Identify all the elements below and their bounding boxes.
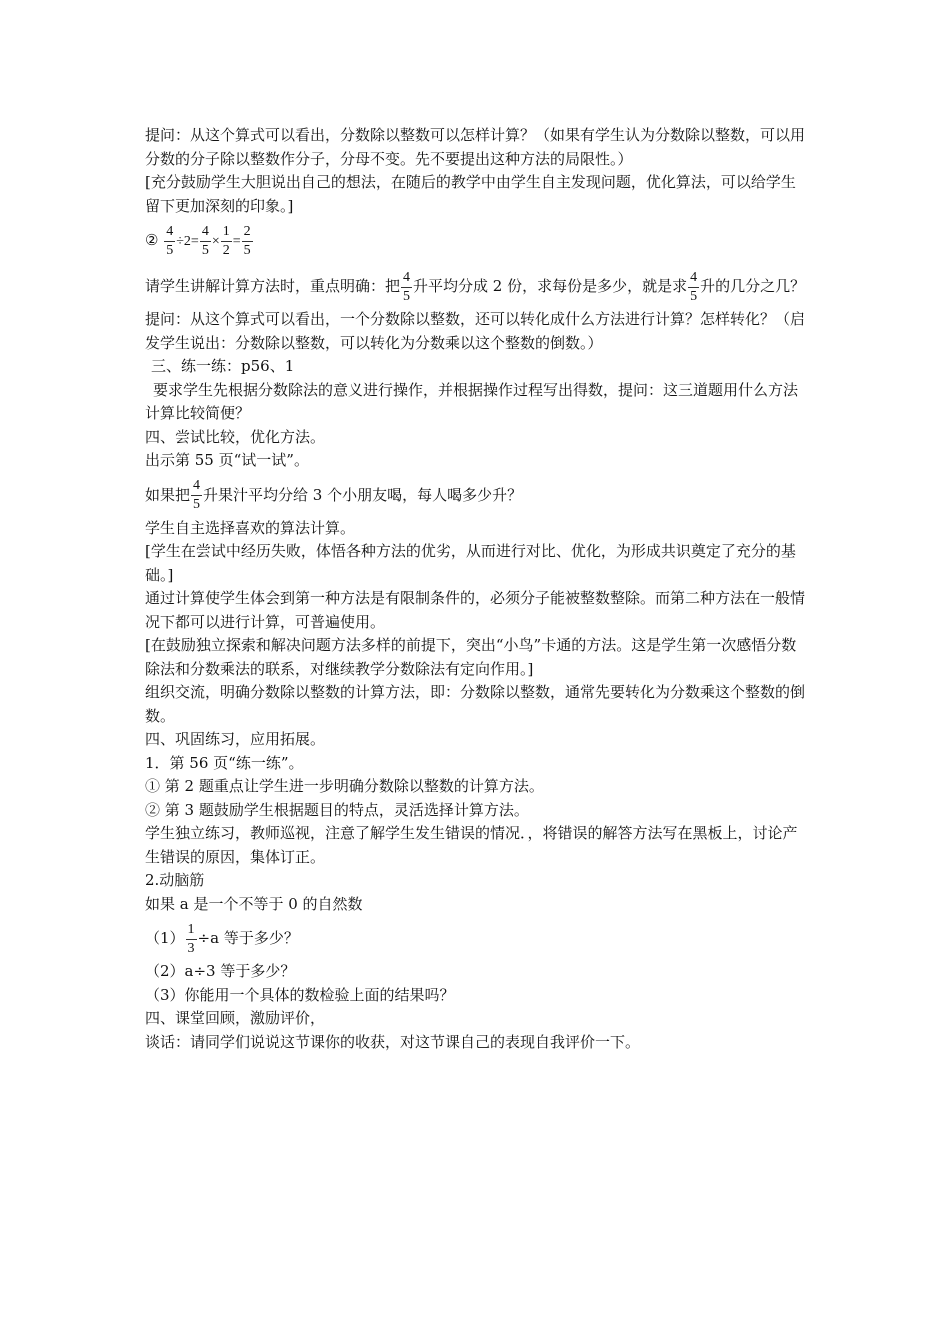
fraction-two-fifths: $\frac{2}{5}$ [243,223,251,258]
paragraph-if-a: 如果 a 是一个不等于 0 的自然数 [145,894,363,913]
fraction-one-half: $\frac{1}{2}$ [222,223,230,258]
paragraph-summary: 组织交流，明确分数除以整数的计算方法，即：分数除以整数，通常先要转化为分数乘这个整数的倒数。 [145,683,806,725]
paragraph-question-2: 提问：从这个算式可以看出，一个分数除以整数，还可以转化成什么方法进行计算？怎样转化？（启发学生说出：分数除以整数，可以转化为分数乘以这个整数的倒数。） [145,310,806,352]
paragraph-compare-methods: 通过计算使学生体会到第一种方法是有限制条件的，必须分子能被整数整除。而第二种方法在一般情况下都可以进行计算，可普遍使用。 [145,589,806,631]
question-2: （2）a÷3 等于多少？ [145,962,296,980]
paragraph-note-1: [充分鼓励学生大胆说出自己的想法，在随后的教学中由学生自主发现问题，优化算法，可以给学生留下更加深刻的印象。] [145,173,796,215]
fraction-four-fifths: $\frac{4}{5}$ [166,223,174,258]
section-consolidate-heading: 四、巩固练习，应用拓展。 [145,730,326,748]
paragraph-talk: 谈话：请同学们说说这节课你的收获，对这节课自己的表现自我评价一下。 [145,1032,641,1051]
list-item-circled-2: ② 第 3 题鼓励学生根据题目的特点，灵活选择计算方法。 [145,800,529,819]
question-3: （3）你能用一个具体的数检验上面的结果吗？ [145,985,455,1004]
divide-two-text: ÷2= [176,234,199,249]
fraction-four-fifths-5: $\frac{4}{5}$ [193,478,201,512]
equals-sign: = [232,234,241,249]
list-item-1: 1．第 56 页“练一练”。 [145,753,304,772]
circled-two: ② [145,231,159,249]
list-item-circled-1: ① 第 2 题重点让学生进一步明确分数除以整数的计算方法。 [145,777,544,795]
times-sign: × [211,234,220,249]
section-practice-heading: 三、练一练：p56、1 [151,357,295,375]
paragraph-choose-method: 学生自主选择喜欢的算法计算。 [145,518,356,537]
paragraph-juice-problem: 如果把 $\frac{4}{5}$ 升果汁平均分给 3 个小朋友喝，每人喝多少升？ [145,478,523,512]
fraction-four-fifths-4: $\frac{4}{5}$ [690,269,698,304]
fraction-one-third: $\frac{1}{3}$ [187,921,195,956]
list-item-2: 2.动脑筋 [145,871,205,889]
section-compare-heading: 四、尝试比较，优化方法。 [145,427,326,446]
paragraph-explain: 请学生讲解计算方法时，重点明确：把 $\frac{4}{5}$ 升平均分成 2 份，求每份是多少，就是求 $\frac{4}{5}$ 升的几分之几？ [145,269,806,304]
paragraph-show-page: 出示第 55 页“试一试”。 [145,451,309,469]
fraction-four-fifths-3: $\frac{4}{5}$ [403,269,411,304]
paragraph-independent-practice: 学生独立练习，教师巡视，注意了解学生发生错误的情况．，将错误的解答方法写在黑板上，讨论产生错误的原因，集体订正。 [145,824,798,866]
paragraph-note-2: [学生在尝试中经历失败，体悟各种方法的优劣，从而进行对比、优化，为形成共识奠定了充分的基础。] [145,542,796,584]
paragraph-note-3: [在鼓励独立探索和解决问题方法多样的前提下，突出“小鸟”卡通的方法。这是学生第一次感悟分数除法和分数乘法的联系，对继续教学分数除法有定向作用。] [145,636,797,678]
section-review-heading: 四、课堂回顾，激励评价， [145,1009,326,1027]
paragraph-question-1: 提问：从这个算式可以看出，分数除以整数可以怎样计算？（如果有学生认为分数除以整数，可以用分数的分子除以整数作分子，分母不变。先不要提出这种方法的局限性。） [145,126,806,168]
equation-line [145,218,810,264]
document-page [145,124,810,1054]
paragraph-practice: 要求学生先根据分数除法的意义进行操作，并根据操作过程写出得数，提问：这三道题用什么方法计算比较简便？ [145,380,799,422]
question-1: （1） $\frac{1}{3}$ ÷a 等于多少？ [145,921,299,956]
fraction-four-fifths-2: $\frac{4}{5}$ [201,223,209,258]
